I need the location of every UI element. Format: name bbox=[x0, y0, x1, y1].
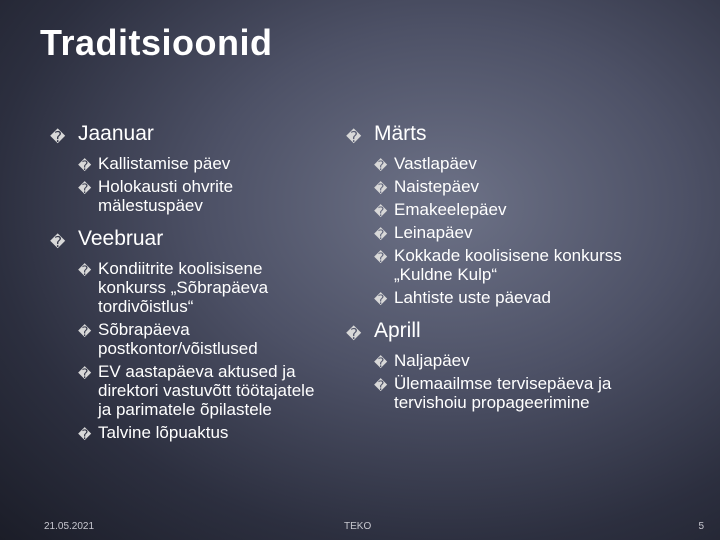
event-item-label: EV aastapäeva aktused ja direktori vastuvõtt töötajatele ja parimatele õpilastele bbox=[98, 362, 315, 419]
slide-title: Traditsioonid bbox=[40, 22, 273, 63]
event-item bbox=[374, 288, 626, 307]
event-item-label: Lahtiste uste päevad bbox=[394, 288, 551, 307]
bullet-icon: � bbox=[346, 326, 362, 343]
bullet-icon: � bbox=[78, 263, 92, 278]
left-column bbox=[50, 122, 330, 446]
bullet-icon: � bbox=[50, 129, 66, 146]
event-item bbox=[374, 246, 626, 284]
month-heading bbox=[346, 319, 626, 343]
event-item bbox=[78, 259, 330, 316]
month-heading bbox=[50, 227, 330, 251]
right-column bbox=[346, 122, 626, 416]
event-item-label: Naistepäev bbox=[394, 177, 480, 196]
event-item-label: Kokkade koolisisene konkurss „Kuldne Kulp“ bbox=[394, 246, 622, 284]
event-item bbox=[374, 200, 626, 219]
event-item bbox=[374, 351, 626, 370]
event-item-label: Sõbrapäeva postkontor/võistlused bbox=[98, 320, 258, 358]
month-heading bbox=[346, 122, 626, 146]
bullet-icon: � bbox=[50, 234, 66, 251]
event-item bbox=[374, 177, 626, 196]
event-item bbox=[374, 223, 626, 242]
event-item-label: Kondiitrite koolisisene konkurss „Sõbrapäeva tordivõistlus“ bbox=[98, 259, 269, 316]
event-item bbox=[78, 423, 330, 442]
group-spacer bbox=[50, 219, 330, 227]
bullet-icon: � bbox=[78, 427, 92, 442]
event-item-label: Ülemaailmse tervisepäeva ja tervishoiu propageerimine bbox=[394, 374, 612, 412]
bullet-icon: � bbox=[374, 378, 388, 393]
bullet-icon: � bbox=[374, 204, 388, 219]
event-item bbox=[374, 154, 626, 173]
slide-number: 5 bbox=[698, 521, 704, 532]
bullet-icon: � bbox=[78, 366, 92, 381]
event-item-label: Vastlapäev bbox=[394, 154, 477, 173]
month-heading-label: Jaanuar bbox=[78, 122, 154, 145]
event-item bbox=[374, 374, 626, 412]
bullet-icon: � bbox=[374, 181, 388, 196]
event-item-label: Kallistamise päev bbox=[98, 154, 231, 173]
event-item-label: Leinapäev bbox=[394, 223, 473, 242]
event-item bbox=[78, 177, 330, 215]
month-heading bbox=[50, 122, 330, 146]
group-spacer bbox=[346, 311, 626, 319]
event-item-label: Emakeelepäev bbox=[394, 200, 507, 219]
event-item bbox=[78, 362, 330, 419]
event-item-label: Holokausti ohvrite mälestuspäev bbox=[98, 177, 234, 215]
bullet-icon: � bbox=[374, 355, 388, 370]
event-item bbox=[78, 154, 330, 173]
bullet-icon: � bbox=[346, 129, 362, 146]
month-heading-label: Veebruar bbox=[78, 227, 164, 250]
bullet-icon: � bbox=[374, 250, 388, 265]
event-item-label: Naljapäev bbox=[394, 351, 470, 370]
footer-center-text: TEKO bbox=[344, 521, 372, 532]
event-item bbox=[78, 320, 330, 358]
month-heading-label: Aprill bbox=[374, 319, 421, 342]
footer-date: 21.05.2021 bbox=[44, 521, 95, 532]
bullet-icon: � bbox=[78, 181, 92, 196]
bullet-icon: � bbox=[374, 227, 388, 242]
event-item-label: Talvine lõpuaktus bbox=[98, 423, 229, 442]
bullet-icon: � bbox=[78, 158, 92, 173]
bullet-icon: � bbox=[374, 158, 388, 173]
bullet-icon: � bbox=[374, 292, 388, 307]
bullet-icon: � bbox=[78, 324, 92, 339]
month-heading-label: Märts bbox=[374, 122, 427, 145]
